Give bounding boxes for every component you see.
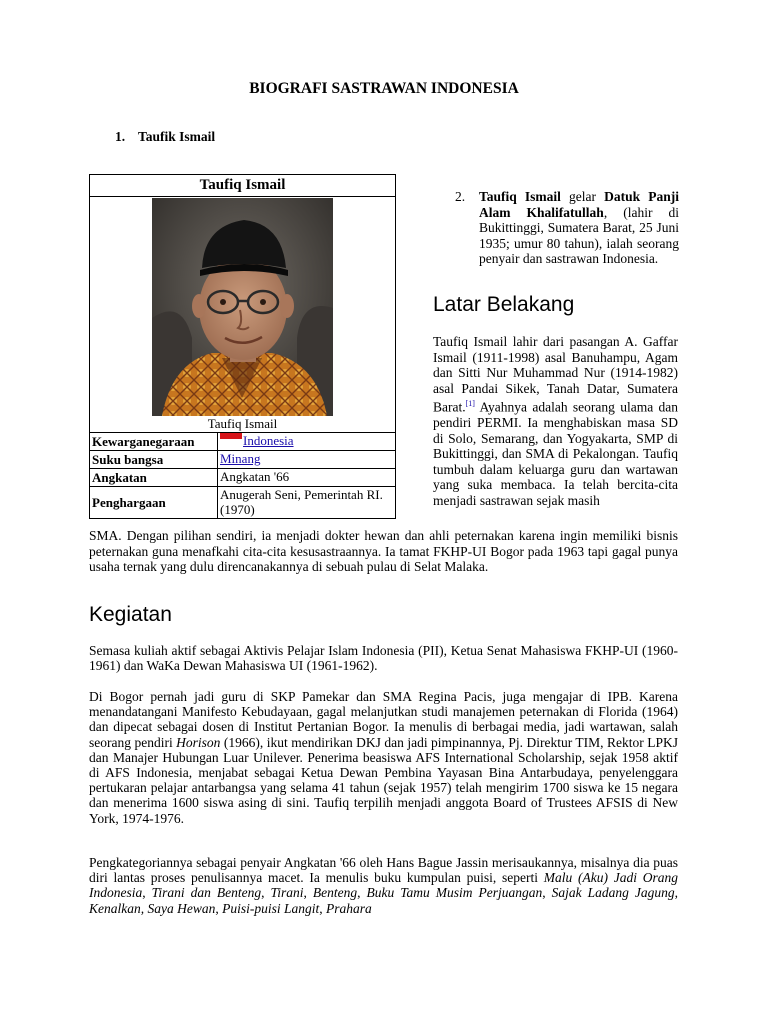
separator: ,: [303, 885, 313, 901]
intro-rest: , (lahir di Bukittinggi, Sumatera Barat, 25 Juni 1935; umur 80 tahun), ialah seorang penyair dan sastrawan Indonesia.: [479, 204, 679, 266]
document-title: BIOGRAFI SASTRAWAN INDONESIA: [249, 80, 519, 97]
row-label: Angkatan: [90, 469, 218, 486]
separator: ,: [542, 885, 552, 901]
work-title: Kenalkan, Saya Hewan: [89, 900, 216, 916]
heading-latar-belakang: Latar Belakang: [433, 293, 575, 316]
separator: ,: [142, 885, 152, 901]
infobox-header: Taufiq Ismail: [90, 175, 395, 197]
row-value: [218, 433, 395, 450]
work-title: Puisi-puisi Langit: [222, 900, 320, 916]
row-value: [218, 451, 395, 468]
row-value: Anugerah Seni, Pemerintah RI. (1970): [220, 487, 383, 517]
work-title: Buku Tamu Musim Perjuangan: [366, 885, 543, 901]
kegiatan-paragraph-1: Semasa kuliah aktif sebagai Aktivis Pelajar Islam Indonesia (PII), Ketua Senat Mahasiswa FKHP-UI (1960-1961) dan WaKa Dewan Mahasiswa UI (1961-1962).: [89, 643, 678, 674]
infobox: [89, 174, 396, 519]
work-title: Tirani dan Benteng: [151, 885, 262, 901]
minang-link[interactable]: Minang: [220, 451, 261, 466]
photo-caption: Taufiq Ismail: [90, 416, 395, 433]
latar-paragraph: [433, 334, 678, 508]
work-title: Malu (Aku) Jadi Orang Indonesia: [89, 870, 678, 901]
list-item-2: [455, 189, 679, 267]
infobox-row-suku-bangsa: [90, 451, 395, 469]
p3-text-a: Pengkategoriannya sebagai penyair Angkatan '66 oleh Hans Bague Jassin merisaukannya, misalnya dia puas diri lantas proses penulisannya macet. Ia menulis buku kumpulan puisi, seperti: [89, 855, 678, 886]
separator: ,: [261, 885, 271, 901]
kegiatan-paragraph-3: [89, 855, 678, 916]
list-number: 2.: [455, 189, 466, 204]
separator: ,: [215, 900, 223, 916]
indonesia-link[interactable]: Indonesia: [243, 433, 294, 448]
latar-paragraph-continued: SMA. Dengan pilihan sendiri, ia menjadi dokter hewan dan ahli peternakan karena ingin memiliki bisnis peternakan guna menafkahi cita-cita kesusastraannya. Ia tamat FKHP-UI Bogor pada 1963 tapi gagal punya usaha ternak yang dulu direncanakannya di sebuah pulau di Selat Malaka.: [89, 528, 678, 574]
flag-icon: [220, 433, 242, 446]
latar-text-b: Ayahnya adalah seorang ulama dan pendiri PERMI. Ia menghabiskan masa SD di Solo, Semarang, dan Yogyakarta, SMP di Bukittinggi, dan SMA di Pekalongan. Taufiq tumbuh dalam keluarga guru dan wartawan yang suka membaca. Ia telah bercita-cita menjadi sastrawan sejak masih: [433, 399, 678, 508]
gelar-word: gelar: [560, 189, 605, 204]
portrait-photo: [152, 198, 333, 416]
p2-text-b: (1966), ikut mendirikan DKJ dan jadi pimpinannya, Pj. Direktur TIM, Rektor LPKJ dan Manajer Hubungan Luar Unilever. Penerima beasiswa AFS International Scholarship, sejak 1958 aktif di AFS Indonesia, menjabat sebagai Ketua Dewan Pembina Yayasan Bina Antarbudaya, penyelenggara pertukaran pelajar antarbangsa yang selama 41 tahun (sejak 1957) telah mengirim 1700 siswa ke 15 negara dan menerima 1600 siswa asing di sini. Taufiq terpilih menjadi anggota Board of Trustees AFSIS di New York, 1974-1976.: [89, 734, 678, 826]
latar-text-a: Taufiq Ismail lahir dari pasangan A. Gaffar Ismail (1911-1998) asal Banuhampu, Agam dan Sitti Nur Muhammad Nur (1914-1982) asal Pandai Sikek, Tanah Datar, Sumatera Barat.: [433, 334, 678, 415]
work-title: Tirani: [270, 885, 304, 901]
infobox-row-kewarganegaraan: [90, 433, 395, 451]
infobox-row-angkatan: [90, 469, 395, 487]
row-value: Angkatan '66: [220, 469, 290, 484]
separator: ,: [674, 885, 679, 901]
row-label: Penghargaan: [90, 487, 218, 518]
person-name: Taufiq Ismail: [479, 189, 561, 204]
person-title: Datuk Panji Alam Khalifatullah: [479, 189, 679, 220]
separator: ,: [357, 885, 367, 901]
separator: ,: [319, 900, 326, 916]
work-title: Benteng: [312, 885, 358, 901]
footnote-link[interactable]: [1]: [465, 399, 475, 408]
row-label: Suku bangsa: [90, 451, 218, 468]
horison-title: Horison: [176, 734, 221, 750]
work-title: Sajak Ladang Jagung: [551, 885, 675, 901]
p2-text-a: Di Bogor pernah jadi guru di SKP Pamekar dan SMA Regina Pacis, juga mengajar di IPB. Karena menandatangani Manifesto Kebudayaan, gagal melanjutkan studi manajemen peternakan di Florida (1964) dan dipecat sebagai dosen di Institut Pertanian Bogor. Ia menulis di berbagai media, jadi wartawan, salah seorang pendiri: [89, 689, 678, 750]
kegiatan-paragraph-2: [89, 689, 678, 826]
work-title: Prahara: [326, 900, 372, 916]
intro-paragraph: [479, 189, 679, 267]
heading-kegiatan: Kegiatan: [89, 603, 172, 626]
list-number: 1.: [115, 129, 126, 144]
row-label: Kewarganegaraan: [90, 433, 218, 450]
infobox-row-penghargaan: [90, 487, 395, 518]
list-item-label: Taufik Ismail: [138, 129, 216, 144]
list-item-1: [115, 129, 215, 145]
